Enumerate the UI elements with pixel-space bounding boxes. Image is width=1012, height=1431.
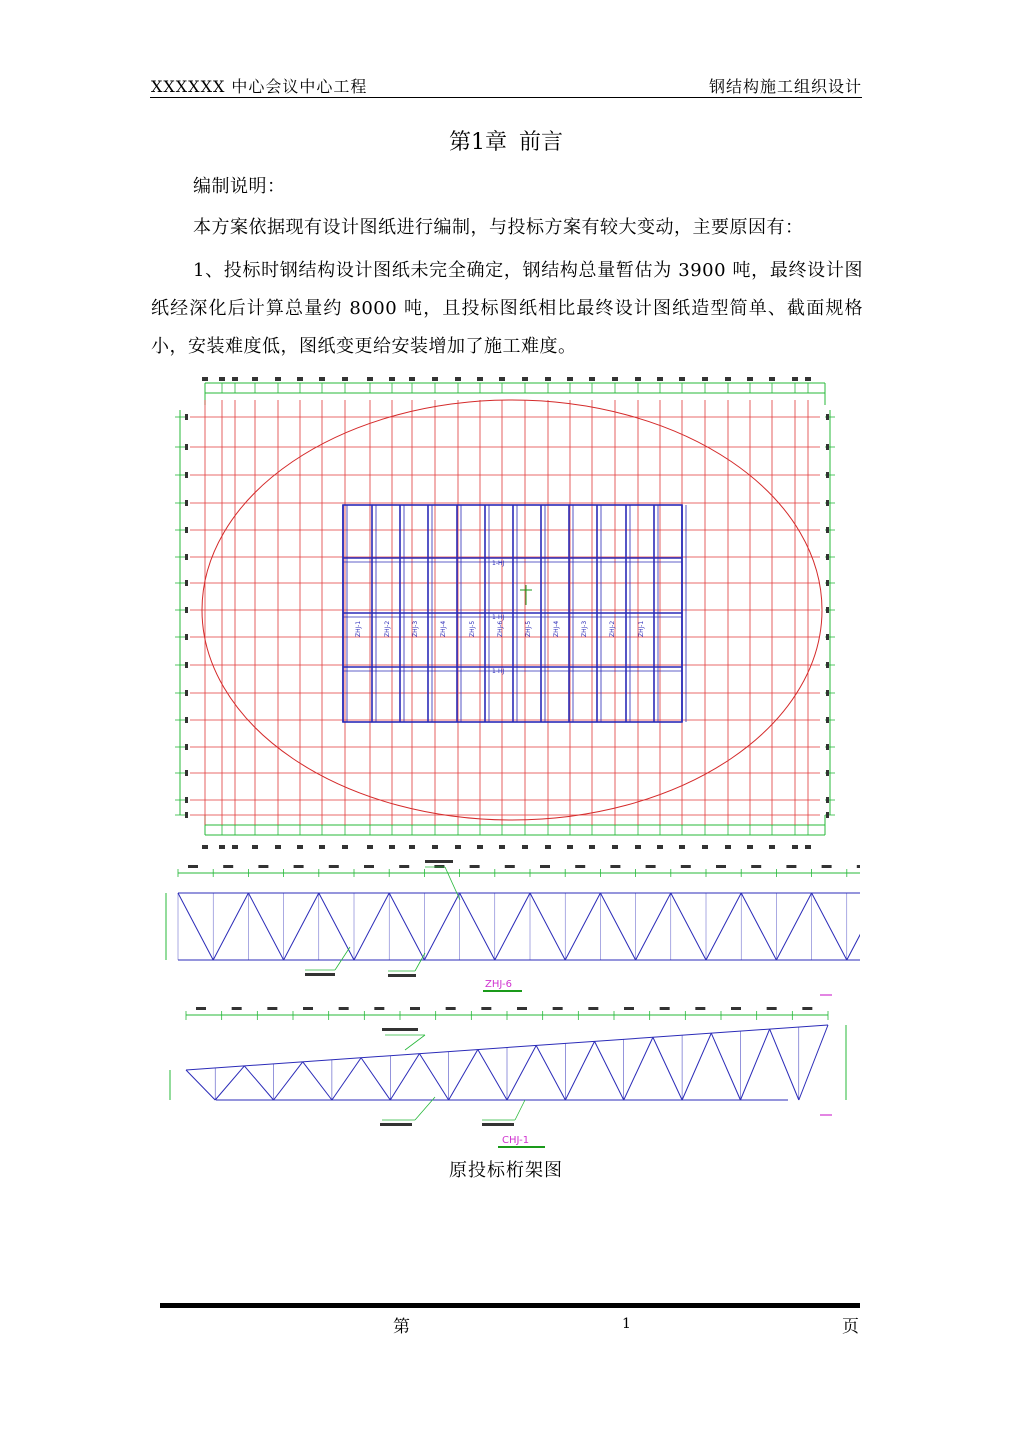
truss2-web-diagonal [682,1033,711,1100]
plan-grid-label-top [589,377,595,381]
truss2-dim-text [660,1007,670,1010]
truss1-dim-text [223,865,233,868]
truss2-web-diagonal [507,1045,536,1100]
plan-grid-label-bottom [202,845,208,849]
truss2-web-diagonal [740,1029,769,1100]
plan-grid-label-left [185,744,188,750]
section-heading: 编制说明： [193,176,286,197]
truss2-dim-text [767,1007,777,1010]
plan-grid-label-top [477,377,483,381]
plan-grid-label-bottom [522,845,528,849]
plan-grid-label-top [612,377,618,381]
plan-grid-label-top [202,377,208,381]
truss2-dim-text [517,1007,527,1010]
plan-grid-label-left [185,662,188,668]
truss2-leader [405,1035,425,1050]
plan-grid-label-bottom [769,845,775,849]
truss1-web-diagonal [178,893,213,960]
plan-grid-label-top [522,377,528,381]
truss1-dim-text [540,865,550,868]
truss2-web-diagonal [215,1066,244,1100]
plan-grid-label-bottom [589,845,595,849]
plan-grid-label-left [185,554,188,560]
plan-grid-label-top [319,377,325,381]
plan-grid-label-bottom [679,845,685,849]
chapter-title [0,125,1012,156]
plan-grid-label-top [792,377,798,381]
plan-grid-label-bottom [747,845,753,849]
truss2-web-diagonal [361,1058,390,1100]
truss2-web-diagonal [303,1062,332,1100]
plan-grid-label-bottom [635,845,641,849]
truss1-dim-text [822,865,832,868]
plan-grid-label-bottom [792,845,798,849]
plan-grid-label-left [185,797,188,803]
truss1-web-diagonal [495,893,530,960]
plan-grid-label-right [826,414,829,420]
truss1-annotation-text [388,974,416,977]
truss1-dim-text [786,865,796,868]
plan-beam-label: 1-HJ [492,560,505,567]
plan-truss-label: ZHJ-5 [469,620,476,637]
truss2-web-diagonal [390,1054,419,1100]
plan-grid-label-right [826,527,829,533]
plan-grid-label-top [635,377,641,381]
plan-grid-label-right [826,500,829,506]
truss2-dim-text [553,1007,563,1010]
truss2-dim-text [446,1007,456,1010]
truss2-dim-text [802,1007,812,1010]
plan-grid-label-bottom [657,845,663,849]
truss2-web-diagonal [536,1045,565,1100]
plan-truss-label: ZHJ-6 [497,620,504,637]
plan-grid-label-top [367,377,373,381]
plan-grid-label-right [826,812,829,818]
truss-elevation-chj1 [170,995,846,1147]
plan-grid-label-bottom [567,845,573,849]
truss2-web-diagonal [274,1062,303,1100]
truss2-web-diagonal [653,1037,682,1100]
truss1-dim-text [716,865,726,868]
truss1-web-diagonal [812,893,847,960]
plan-truss-label: ZHJ-3 [412,620,419,637]
plan-grid-label-bottom [702,845,708,849]
plan-grid-label-top [275,377,281,381]
truss1-dim-text [505,865,515,868]
chapter-name: 前言 [518,130,563,155]
plan-grid-label-right [826,580,829,586]
plan-grid-label-right [826,444,829,450]
plan-grid-label-right [826,554,829,560]
roof-plan-view [175,377,835,849]
truss1-web-diagonal [530,893,565,960]
truss1-web-diagonal [600,893,635,960]
plan-grid-label-left [185,690,188,696]
truss1-dim-text [399,865,409,868]
plan-grid-label-bottom [389,845,395,849]
truss1-annotation-text [305,973,335,976]
truss2-dim-text [588,1007,598,1010]
plan-grid-label-bottom [545,845,551,849]
truss2-dim-text [339,1007,349,1010]
plan-grid-label-top [232,377,238,381]
plan-grid-label-top [389,377,395,381]
point-1-paragraph: 1、投标时钢结构设计图纸未完全确定，钢结构总量暂估为 3900 吨，最终设计图纸经深化后计算总量约 8000 吨，且投标图纸相比最终设计图纸造型简单、截面规格小，安装难度低，图纸变更给安装增加了施工难度。 [151,260,863,357]
plan-grid-label-bottom [477,845,483,849]
truss1-leader [415,953,425,971]
plan-grid-label-bottom [367,845,373,849]
plan-grid-label-left [185,812,188,818]
truss2-web-diagonal [419,1054,448,1100]
truss2-dim-text [196,1007,206,1010]
truss2-web-diagonal [565,1041,594,1100]
plan-grid-label-top [567,377,573,381]
truss2-leader [515,1100,525,1120]
truss1-web-diagonal [741,893,776,960]
truss1-dim-text [751,865,761,868]
truss2-web-diagonal [478,1050,507,1100]
truss1-dim-text [329,865,339,868]
plan-grid-label-left [185,634,188,640]
truss1-dim-text [434,865,444,868]
truss2-web-diagonal [186,1070,215,1100]
plan-grid-label-bottom [455,845,461,849]
truss1-web-diagonal [248,893,283,960]
header-divider [150,97,862,98]
footer-divider [160,1303,860,1308]
plan-grid-label-top [769,377,775,381]
truss1-web-diagonal [389,893,424,960]
truss2-web-diagonal [449,1050,478,1100]
plan-truss-label: ZHJ-5 [525,620,532,637]
plan-grid-label-top [725,377,731,381]
truss1-leader [445,867,460,900]
plan-beam-label: 1-HJ [492,614,505,621]
truss1-web-diagonal [776,893,811,960]
truss1-annotation-text [425,860,453,863]
plan-grid-label-left [185,472,188,478]
truss2-web-diagonal [624,1037,653,1100]
truss1-web-diagonal [706,893,741,960]
plan-truss-label: ZHJ-1 [355,620,362,637]
plan-truss-label: ZHJ-2 [609,620,616,637]
plan-grid-label-right [826,634,829,640]
plan-grid-label-top [702,377,708,381]
plan-grid-label-bottom [725,845,731,849]
plan-grid-label-bottom [232,845,238,849]
truss2-annotation-text [380,1123,412,1126]
truss1-web-diagonal [213,893,248,960]
figure-caption: 原投标桁架图 [449,1160,563,1181]
plan-grid-label-right [826,607,829,613]
truss1-web-diagonal [636,893,671,960]
truss2-label: CHJ-1 [502,1135,530,1146]
plan-grid-label-right [826,717,829,723]
plan-grid-label-right [826,662,829,668]
truss2-annotation-text [482,1123,514,1126]
truss1-leader [335,947,350,970]
plan-grid-label-top [679,377,685,381]
plan-grid-label-bottom [409,845,415,849]
truss1-dim-text [258,865,268,868]
footer-page-prefix: 第 [393,1317,410,1337]
truss1-web-diagonal [424,893,459,960]
truss1-dim-text [857,865,860,868]
truss1-web-diagonal [847,893,860,960]
plan-grid-label-top [252,377,258,381]
truss2-dim-text [267,1007,277,1010]
plan-grid-label-top [545,377,551,381]
truss2-dim-text [695,1007,705,1010]
plan-grid-label-bottom [275,845,281,849]
intro-paragraph: 本方案依据现有设计图纸进行编制，与投标方案有较大变动，主要原因有： [193,217,804,238]
truss1-dim-text [364,865,374,868]
plan-grid-label-bottom [252,845,258,849]
plan-grid-label-bottom [342,845,348,849]
footer-page-number: 1 [622,1316,631,1332]
plan-grid-label-left [185,414,188,420]
truss1-dim-text [575,865,585,868]
truss2-dim-text [624,1007,634,1010]
plan-truss-label: ZHJ-2 [384,620,391,637]
chapter-number: 第1章 [448,130,507,155]
plan-grid-label-right [826,797,829,803]
truss2-web-diagonal [332,1058,361,1100]
plan-grid-label-left [185,527,188,533]
truss1-dim-text [681,865,691,868]
plan-grid-label-top [342,377,348,381]
plan-grid-label-top [219,377,225,381]
plan-truss-label: ZHJ-3 [581,620,588,637]
truss1-dim-text [188,865,198,868]
plan-truss-label: ZHJ-4 [553,620,560,637]
truss2-web-diagonal [595,1041,624,1100]
truss2-annotation-text [382,1028,418,1031]
header-document-title: 钢结构施工组织设计 [708,77,862,96]
plan-grid-label-top [432,377,438,381]
plan-grid-label-left [185,770,188,776]
plan-grid-label-top [805,377,811,381]
plan-grid-label-top [297,377,303,381]
truss1-web-diagonal [460,893,495,960]
footer-page-suffix: 页 [842,1317,859,1337]
truss1-web-diagonal [284,893,319,960]
plan-grid-label-left [185,580,188,586]
plan-grid-label-right [826,770,829,776]
plan-grid-label-bottom [219,845,225,849]
plan-grid-label-top [657,377,663,381]
plan-grid-label-bottom [612,845,618,849]
plan-grid-label-bottom [432,845,438,849]
truss2-dim-text [303,1007,313,1010]
truss1-web-diagonal [565,893,600,960]
truss2-web-diagonal [770,1029,799,1100]
truss1-dim-text [470,865,480,868]
header-project-name: XXXXXX 中心会议中心工程 [151,77,368,96]
plan-grid-label-top [747,377,753,381]
truss1-label: ZHJ-6 [485,979,512,990]
plan-grid-label-top [409,377,415,381]
plan-grid-label-top [455,377,461,381]
truss2-dim-text [232,1007,242,1010]
plan-grid-label-bottom [319,845,325,849]
truss1-dim-text [646,865,656,868]
plan-grid-label-right [826,472,829,478]
truss2-dim-text [374,1007,384,1010]
plan-grid-label-left [185,444,188,450]
plan-grid-label-bottom [805,845,811,849]
plan-grid-label-bottom [297,845,303,849]
truss1-web-diagonal [354,893,389,960]
plan-beam-label: 1-HJ [492,668,505,675]
truss2-dim-text [731,1007,741,1010]
truss1-dim-text [610,865,620,868]
truss1-dim-text [294,865,304,868]
plan-grid-label-right [826,744,829,750]
plan-truss-label: ZHJ-1 [638,620,645,637]
truss2-dim-text [481,1007,491,1010]
plan-grid-label-left [185,607,188,613]
truss-drawing [160,375,860,1155]
plan-grid-label-left [185,717,188,723]
plan-grid-label-bottom [499,845,505,849]
plan-grid-label-top [499,377,505,381]
truss2-web-diagonal [244,1066,273,1100]
truss2-web-diagonal [711,1033,740,1100]
truss1-web-diagonal [319,893,354,960]
plan-grid-label-right [826,690,829,696]
truss1-web-diagonal [671,893,706,960]
plan-truss-label: ZHJ-4 [440,620,447,637]
plan-grid-label-left [185,500,188,506]
truss2-dim-text [410,1007,420,1010]
truss-elevation-zhj6 [166,860,860,991]
truss2-web-diagonal [799,1025,828,1100]
